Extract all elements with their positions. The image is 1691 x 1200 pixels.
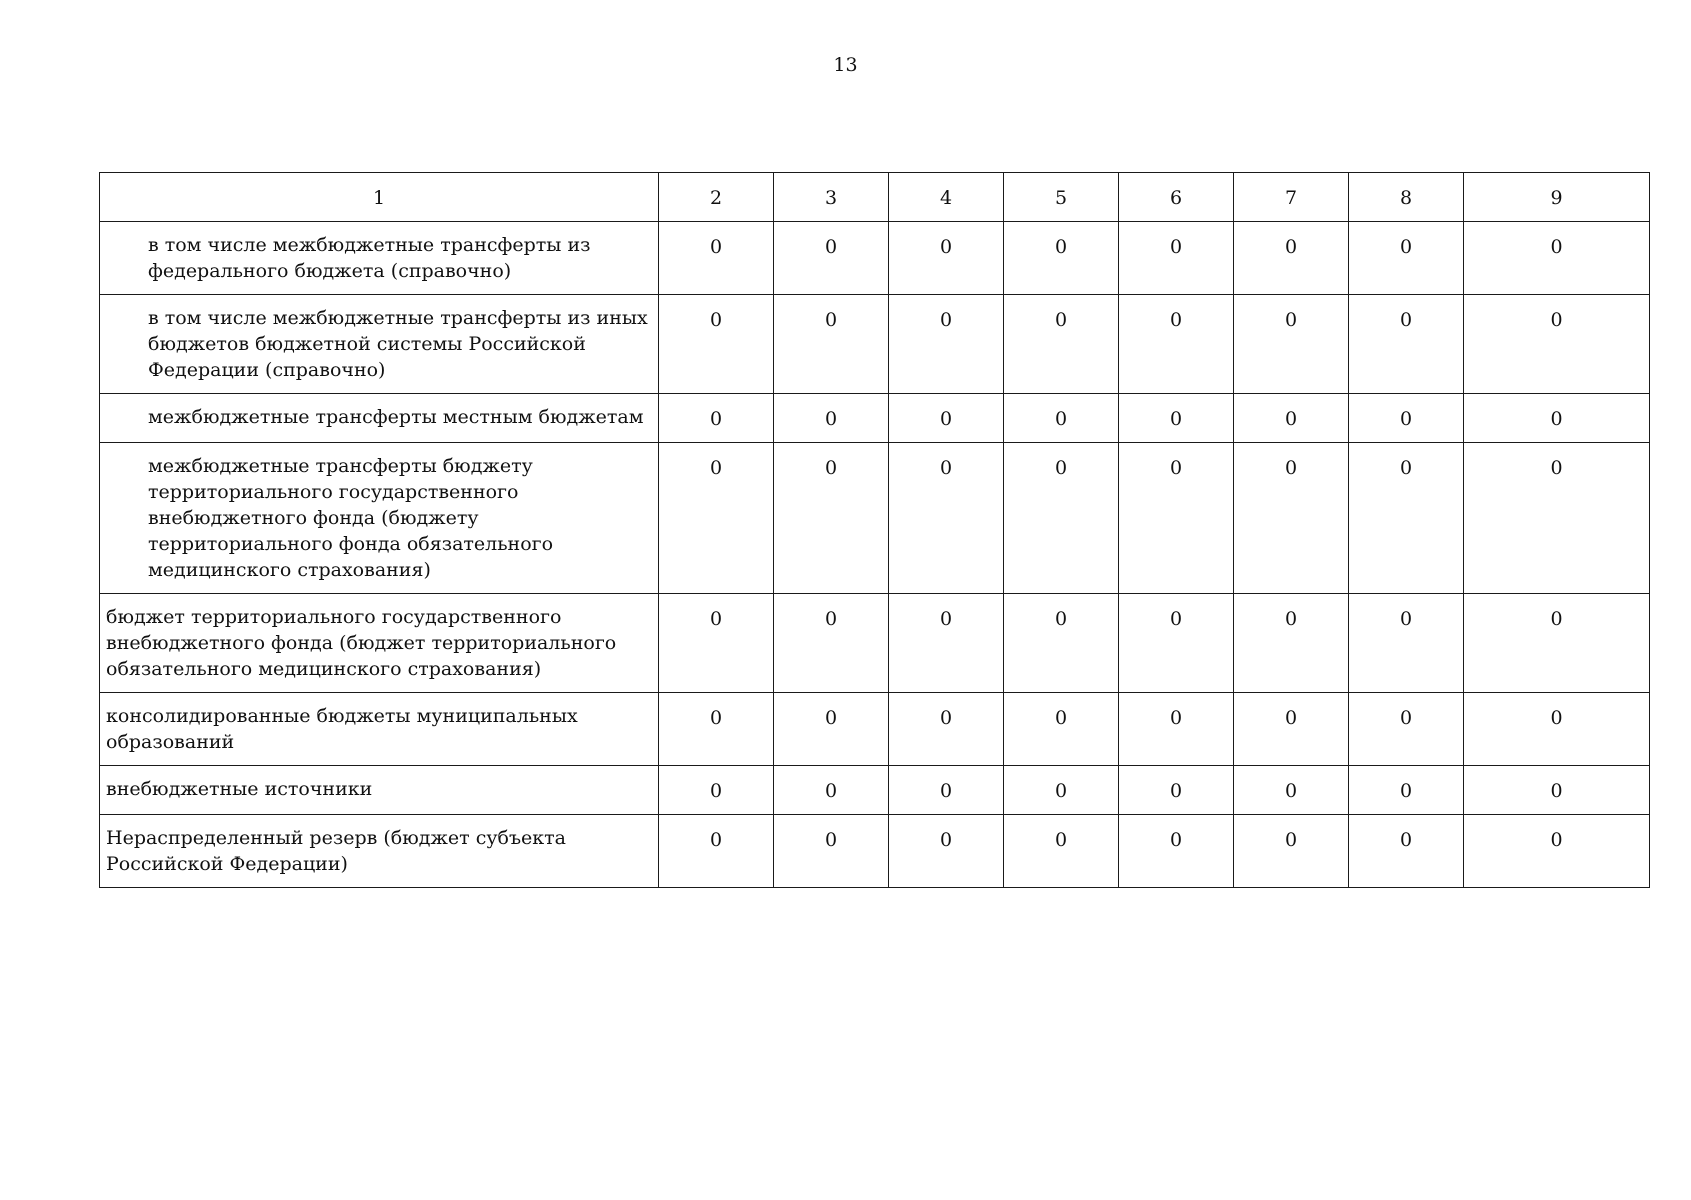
column-header-8: 8 — [1349, 173, 1464, 222]
table-cell-value: 0 — [1464, 594, 1650, 693]
table-cell-value: 0 — [1234, 693, 1349, 766]
table-cell-value: 0 — [1119, 594, 1234, 693]
table-cell-value: 0 — [1234, 766, 1349, 815]
table-row — [100, 295, 1650, 394]
table-cell-value: 0 — [659, 394, 774, 443]
row-label: внебюджетные источники — [100, 766, 659, 815]
table-cell-value: 0 — [1004, 443, 1119, 594]
table-cell-value: 0 — [889, 693, 1004, 766]
table-cell-value: 0 — [889, 394, 1004, 443]
column-header-7: 7 — [1234, 173, 1349, 222]
table-cell-value: 0 — [659, 295, 774, 394]
column-header-9: 9 — [1464, 173, 1650, 222]
table-cell-value: 0 — [1464, 222, 1650, 295]
table-cell-value: 0 — [774, 815, 889, 888]
table-row — [100, 394, 1650, 443]
page-number: 13 — [833, 54, 858, 76]
table-cell-value: 0 — [1349, 295, 1464, 394]
table-cell-value: 0 — [774, 222, 889, 295]
table-cell-value: 0 — [1234, 394, 1349, 443]
table-cell-value: 0 — [659, 693, 774, 766]
table-row — [100, 594, 1650, 693]
table-cell-value: 0 — [1349, 443, 1464, 594]
table-cell-value: 0 — [659, 815, 774, 888]
table-row — [100, 693, 1650, 766]
table-cell-value: 0 — [1119, 443, 1234, 594]
table-cell-value: 0 — [1349, 394, 1464, 443]
table-cell-value: 0 — [889, 594, 1004, 693]
table-row — [100, 222, 1650, 295]
table-cell-value: 0 — [1119, 815, 1234, 888]
row-label: в том числе межбюджетные трансферты из иных бюджетов бюджетной системы Российской Федерации (справочно) — [100, 295, 659, 394]
row-label: бюджет территориального государственного внебюджетного фонда (бюджет территориального обязательного медицинского страхования) — [100, 594, 659, 693]
table-cell-value: 0 — [889, 295, 1004, 394]
table-cell-value: 0 — [774, 394, 889, 443]
table-cell-value: 0 — [1004, 295, 1119, 394]
row-label: межбюджетные трансферты бюджету территориального государственного внебюджетного фонда (бюджету территориального фонда обязательного медицинского страхования) — [100, 443, 659, 594]
table-cell-value: 0 — [774, 766, 889, 815]
table-cell-value: 0 — [1349, 766, 1464, 815]
table-cell-value: 0 — [1119, 222, 1234, 295]
row-label: в том числе межбюджетные трансферты из федерального бюджета (справочно) — [100, 222, 659, 295]
column-header-5: 5 — [1004, 173, 1119, 222]
table-cell-value: 0 — [659, 222, 774, 295]
table-cell-value: 0 — [1234, 594, 1349, 693]
table-cell-value: 0 — [659, 766, 774, 815]
row-label: межбюджетные трансферты местным бюджетам — [100, 394, 659, 443]
table-cell-value: 0 — [1119, 766, 1234, 815]
column-header-4: 4 — [889, 173, 1004, 222]
table-cell-value: 0 — [1004, 222, 1119, 295]
table-row — [100, 815, 1650, 888]
table-cell-value: 0 — [889, 222, 1004, 295]
table-cell-value: 0 — [889, 443, 1004, 594]
table-cell-value: 0 — [1004, 394, 1119, 443]
table-cell-value: 0 — [774, 693, 889, 766]
table-cell-value: 0 — [1349, 815, 1464, 888]
table-cell-value: 0 — [1349, 693, 1464, 766]
table-cell-value: 0 — [889, 766, 1004, 815]
table-cell-value: 0 — [1004, 815, 1119, 888]
table-cell-value: 0 — [1464, 394, 1650, 443]
table-cell-value: 0 — [1234, 815, 1349, 888]
table-cell-value: 0 — [1119, 394, 1234, 443]
row-label: консолидированные бюджеты муниципальных образований — [100, 693, 659, 766]
table-cell-value: 0 — [659, 594, 774, 693]
table-body — [100, 222, 1650, 888]
table-cell-value: 0 — [1464, 766, 1650, 815]
table-cell-value: 0 — [889, 815, 1004, 888]
table-row — [100, 443, 1650, 594]
column-header-3: 3 — [774, 173, 889, 222]
table-cell-value: 0 — [1464, 815, 1650, 888]
table-cell-value: 0 — [774, 295, 889, 394]
table-cell-value: 0 — [1119, 295, 1234, 394]
table-cell-value: 0 — [1119, 693, 1234, 766]
table-cell-value: 0 — [1004, 766, 1119, 815]
table-cell-value: 0 — [1464, 295, 1650, 394]
table-cell-value: 0 — [1349, 222, 1464, 295]
table-cell-value: 0 — [659, 443, 774, 594]
table-cell-value: 0 — [1464, 443, 1650, 594]
table-header-row — [100, 173, 1650, 222]
table-cell-value: 0 — [1004, 693, 1119, 766]
table-cell-value: 0 — [774, 594, 889, 693]
table-cell-value: 0 — [1464, 693, 1650, 766]
table-cell-value: 0 — [1349, 594, 1464, 693]
row-label: Нераспределенный резерв (бюджет субъекта Российской Федерации) — [100, 815, 659, 888]
table-row — [100, 766, 1650, 815]
budget-table — [99, 172, 1650, 888]
table-cell-value: 0 — [1004, 594, 1119, 693]
column-header-2: 2 — [659, 173, 774, 222]
table-cell-value: 0 — [1234, 443, 1349, 594]
table-cell-value: 0 — [1234, 295, 1349, 394]
table-cell-value: 0 — [774, 443, 889, 594]
table-cell-value: 0 — [1234, 222, 1349, 295]
column-header-1: 1 — [100, 173, 659, 222]
column-header-6: 6 — [1119, 173, 1234, 222]
